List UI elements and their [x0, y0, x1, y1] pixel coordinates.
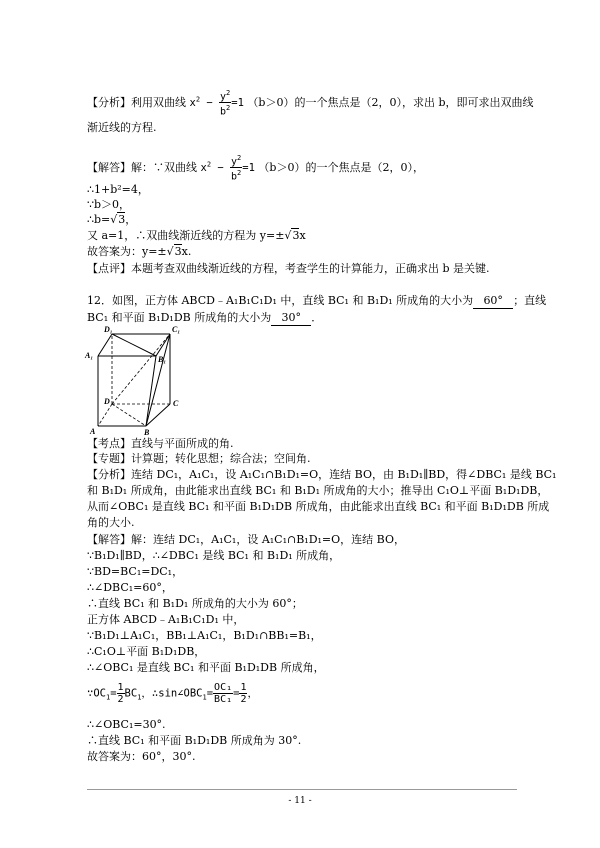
q11-analysis-line: 【分析】利用双曲线 $x^2$ − $\frac{y^2}{b^2}$ =1 （b＞0）的一个焦点是（2，0），求出 b，即可求出双曲线 [87, 89, 534, 118]
q11-analysis-line-2: 渐近线的方程. [87, 121, 157, 134]
label-A1: A₁ [85, 351, 94, 360]
q12-analysis-1: 【分析】连结 DC₁，A₁C₁，设 A₁C₁∩B₁D₁=O，连结 BO，由 B₁D₁∥BD，得∠DBC₁ 是线 BC₁ [87, 468, 557, 481]
q12-solution-9: ∴∠OBC₁ 是直线 BC₁ 和平面 B₁D₁DB 所成角， [87, 661, 325, 674]
q12-zhuanti: 【专题】计算题；转化思想；综合法；空间角. [87, 452, 311, 465]
q12-analysis-2: 和 B₁D₁ 所成角，由此能求出直线 BC₁ 和 B₁D₁ 所成角的大小；推导出 C₁O⊥平面 B₁D₁DB， [87, 484, 549, 497]
footer-divider [87, 789, 517, 790]
q12-answer-blank-1: 60° [473, 294, 513, 309]
q12-analysis-4: 角的大小. [87, 516, 135, 529]
edge-D1A1 [98, 334, 112, 356]
q11-step-4: 又 a=1，∴双曲线渐近线的方程为 y=±√3x [87, 229, 306, 242]
q12-solution-5: ∴直线 BC₁ 和 B₁D₁ 所成角的大小为 60°； [87, 597, 303, 610]
edge-DB [112, 404, 146, 426]
page-number: - 11 - [288, 796, 312, 806]
q11-comment-tag: 【点评】 [87, 262, 131, 275]
edge-BC [146, 404, 170, 426]
label-B: B [144, 428, 150, 436]
label-B1: B₁ [158, 355, 167, 364]
q11-answer: 故答案为：y=±√3x. [87, 245, 192, 258]
label-D: D [104, 397, 110, 406]
q11-step-2: ∵b＞0， [87, 198, 131, 211]
edge-B1B [146, 356, 156, 426]
q11-solution-tag: 【解答】 [87, 160, 131, 174]
q12-solution-8: ∴C₁O⊥平面 B₁D₁DB， [87, 645, 206, 658]
q12-answer: 故答案为：60°，30°. [87, 750, 196, 763]
q12-solution-11: ∴∠OBC₁=30°. [87, 718, 166, 731]
q12-solution-4: ∴∠DBC₁=60°， [87, 581, 173, 594]
label-D1: D₁ [104, 325, 113, 334]
edge-C1B [146, 334, 170, 426]
q12-kaodian: 【考点】直线与平面所成的角. [87, 437, 234, 450]
q12-stem-line-1: 12．如图，正方体 ABCD﹣A₁B₁C₁D₁ 中，直线 BC₁ 和 B₁D₁ 所成角的大小为 60° ；直线 [87, 294, 547, 307]
edge-D1B1 [112, 334, 156, 356]
q12-solution-2: ∵B₁D₁∥BD，∴∠DBC₁ 是线 BC₁ 和 B₁D₁ 所成角， [87, 549, 341, 562]
edge-B1C1 [156, 334, 170, 356]
cube-figure [84, 322, 184, 436]
q12-answer-blank-2: 30° [271, 311, 311, 326]
hyperbola-equation: $x^2$ − $\frac{y^2}{b^2}$ =1 [189, 89, 244, 118]
q11-comment: 【点评】本题考查双曲线渐近线的方程，考查学生的计算能力，正确求出 b 是关键. [87, 262, 490, 275]
hyperbola-equation-2: $x^2$ − $\frac{y^2}{b^2}$ =1 [200, 154, 255, 183]
label-A: A [90, 427, 96, 436]
edge-DA [98, 404, 112, 426]
q12-solution-12: ∴直线 BC₁ 和平面 B₁D₁DB 所成角为 30°. [87, 734, 302, 747]
q12-solution-10: $\because OC_1=$ $\frac{1}{2}$ $BC_1$，$\therefore\sin\angle OBC_1=$ $\frac{\text{OC₁}}{\text{BC₁}}$ = $\frac{1}{2}$ ， [87, 682, 258, 705]
label-C1: C₁ [172, 325, 181, 334]
q11-solution-line: 【解答】解：∵双曲线 $x^2$ − $\frac{y^2}{b^2}$ =1 （b＞0）的一个焦点是（2，0）， [87, 154, 424, 183]
q12-solution-1: 【解答】解：连结 DC₁，A₁C₁，设 A₁C₁∩B₁D₁=O，连结 BO， [87, 533, 405, 546]
q11-step-3: ∴b=√3， [87, 213, 137, 226]
q12-stem-line-2: BC₁ 和平面 B₁D₁DB 所成角的大小为 30° ． [87, 311, 323, 324]
q11-analysis-tag: 【分析】 [87, 95, 131, 109]
q12-analysis-3: 从而∠OBC₁ 是直线 BC₁ 和平面 B₁D₁DB 所成角，由此能求出直线 BC₁ 和平面 B₁D₁DB 所成 [87, 500, 550, 513]
q12-solution-6: 正方体 ABCD﹣A₁B₁C₁D₁ 中， [87, 613, 245, 626]
q12-solution-7: ∵B₁D₁⊥A₁C₁，BB₁⊥A₁C₁，B₁D₁∩BB₁=B₁， [87, 629, 322, 642]
q12-solution-3: ∵BD=BC₁=DC₁， [87, 565, 184, 578]
q11-step-1: ∴1+b²=4， [87, 183, 149, 196]
label-C: C [173, 399, 179, 408]
